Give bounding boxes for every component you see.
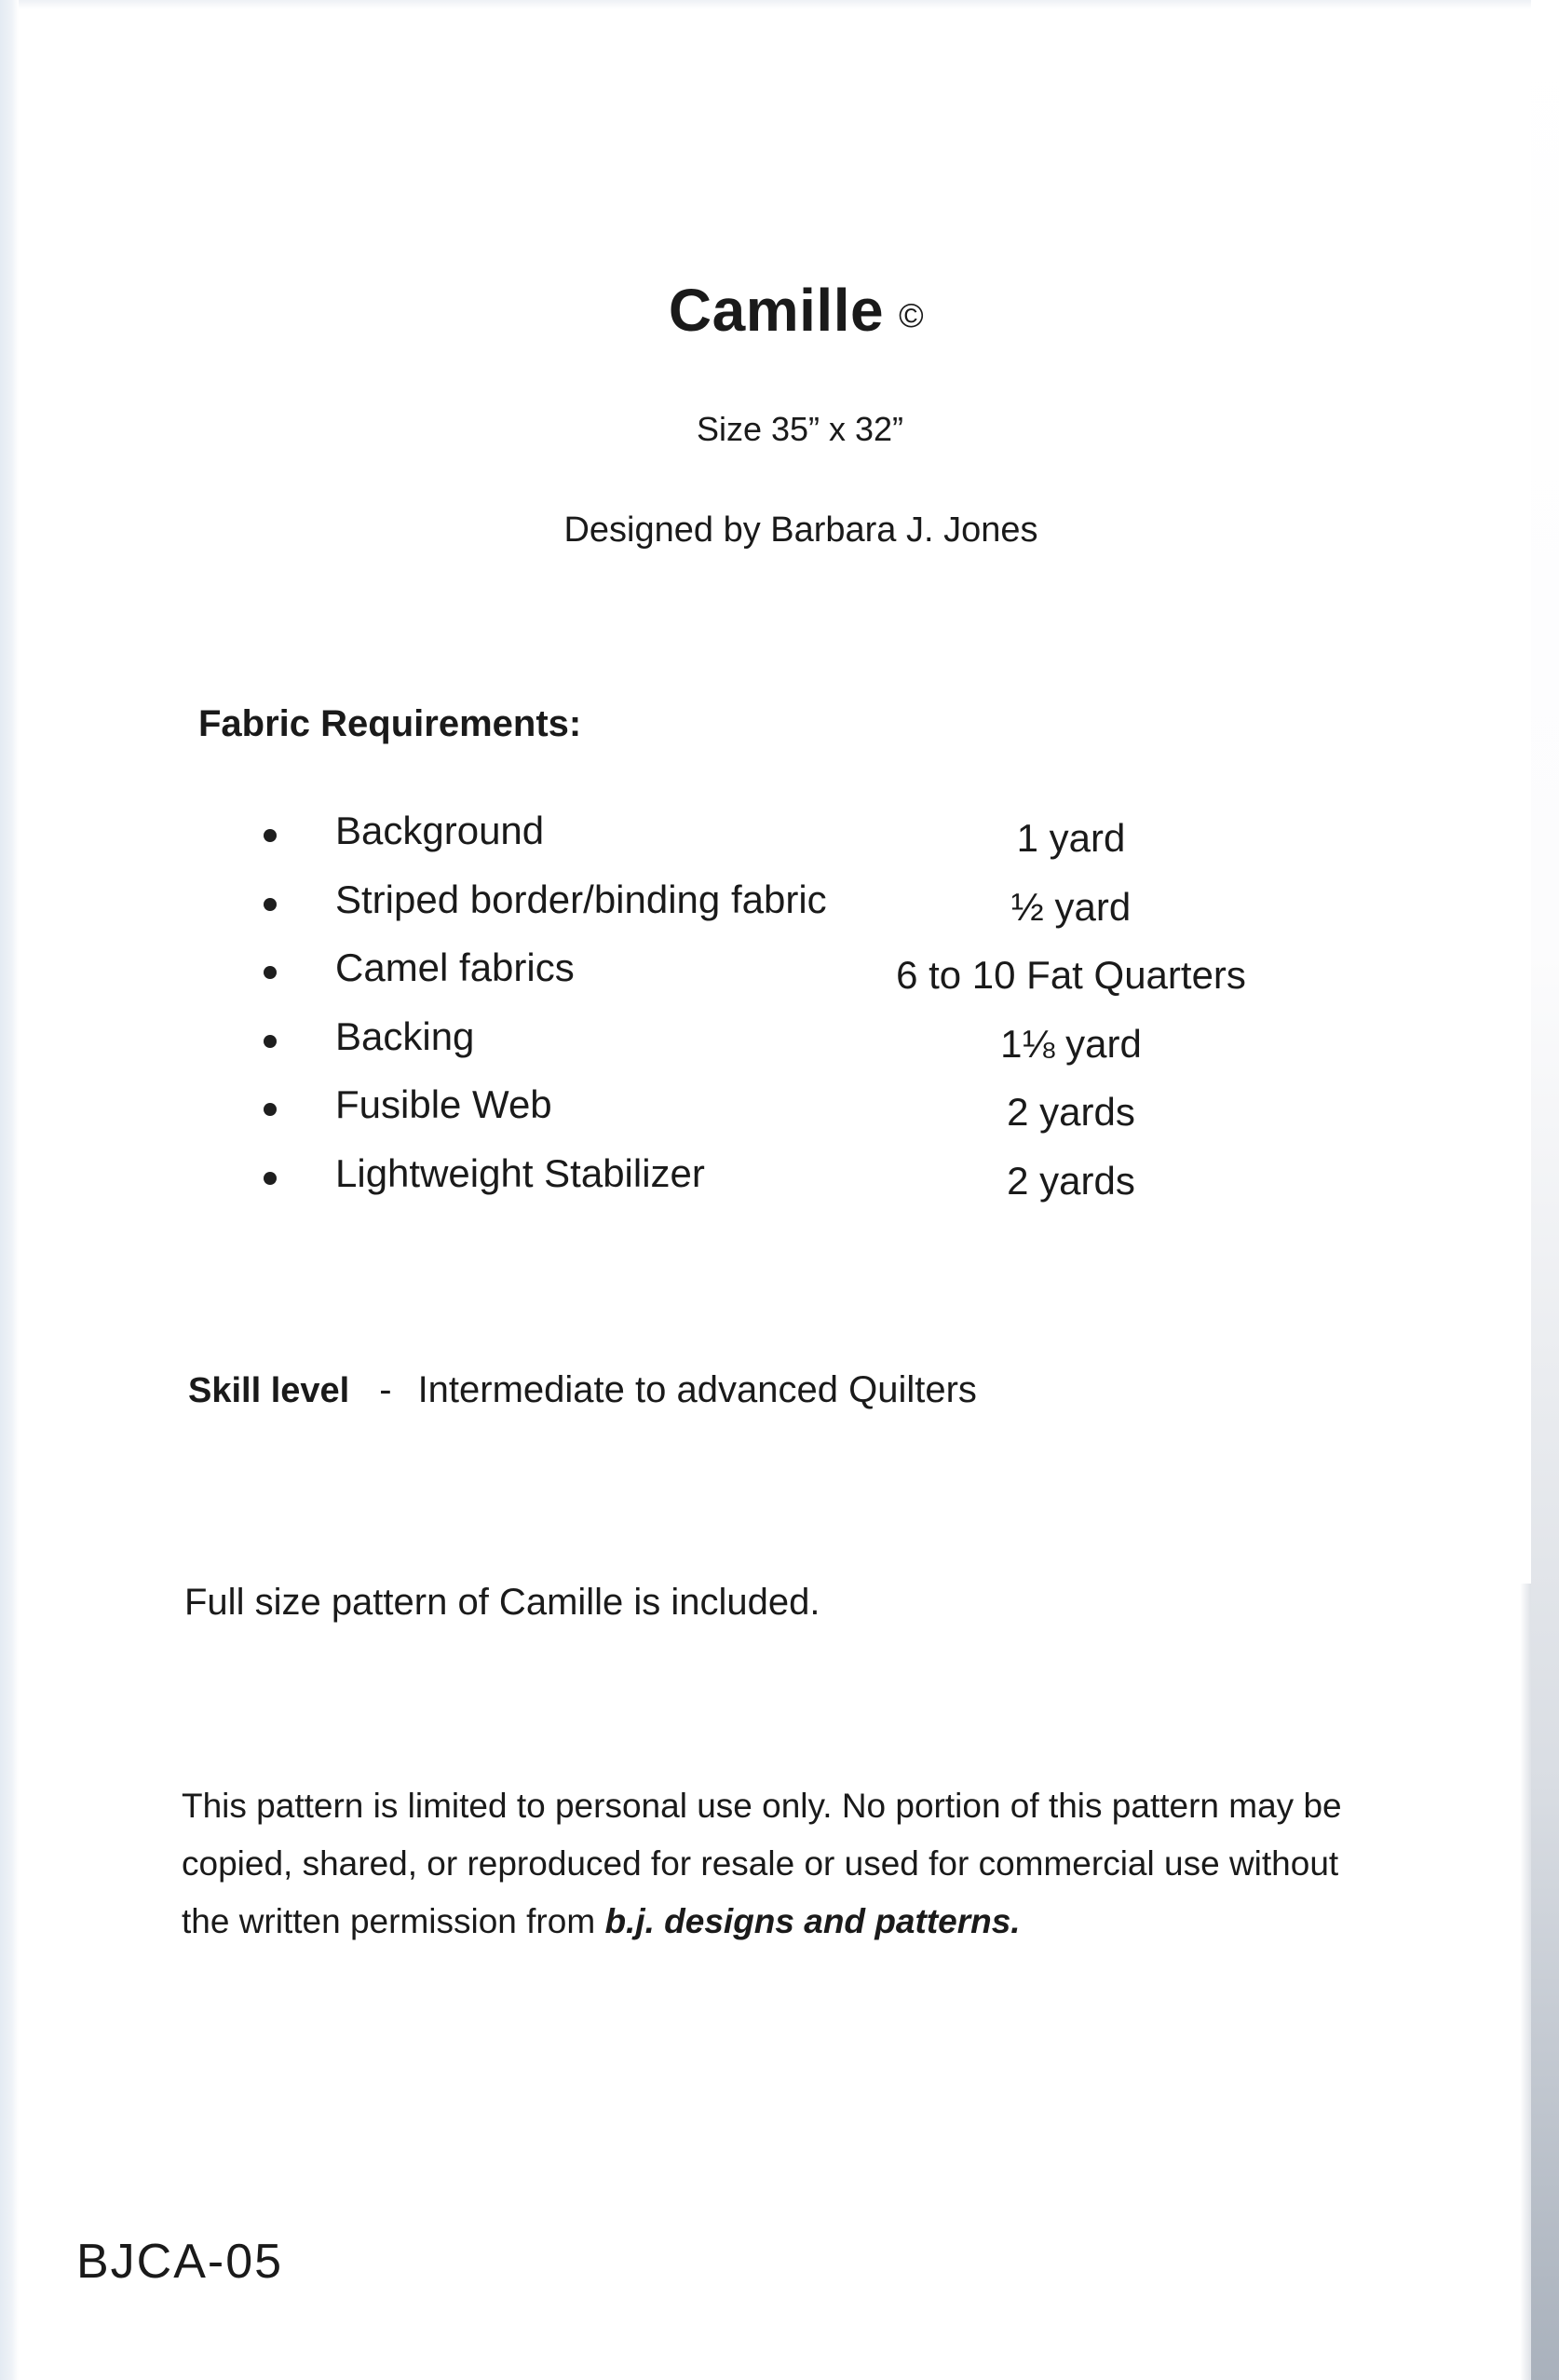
fabric-quantity: ½ yard xyxy=(1010,884,1132,929)
fabric-quantity: 1⅛ yard xyxy=(1000,1021,1142,1066)
bullet-icon xyxy=(264,1103,277,1116)
included-note: Full size pattern of Camille is included. xyxy=(184,1582,820,1623)
fabric-quantity: 2 yards xyxy=(1007,1090,1135,1134)
fabric-item-camel-fabrics xyxy=(251,945,1322,1014)
skill-level-separator: - xyxy=(379,1369,392,1410)
fabric-item-background xyxy=(251,809,1322,877)
fabric-name: Striped border/binding fabric xyxy=(335,877,827,921)
designer-credit: Designed by Barbara J. Jones xyxy=(563,510,1038,550)
bullet-icon xyxy=(264,966,277,979)
scan-edge-left xyxy=(0,0,19,2380)
fabric-name: Background xyxy=(335,809,545,852)
document-title xyxy=(0,276,1559,345)
fabric-item-striped-border xyxy=(251,877,1322,946)
bullet-icon xyxy=(264,898,277,911)
fabric-name: Lightweight Stabilizer xyxy=(335,1150,705,1195)
quilt-size: Size 35” x 32” xyxy=(696,410,904,448)
skill-level-label: Skill level xyxy=(188,1371,350,1410)
fabric-quantity: 2 yards xyxy=(1007,1158,1135,1203)
skill-level xyxy=(188,1369,977,1411)
bullet-icon xyxy=(264,829,277,842)
skill-level-value: Intermediate to advanced Quilters xyxy=(417,1369,977,1410)
fabric-item-stabilizer xyxy=(251,1151,1322,1220)
usage-notice xyxy=(182,1777,1392,1951)
company-name: b.j. designs and patterns. xyxy=(604,1902,1021,1940)
scan-edge-top xyxy=(0,0,1559,9)
fabric-name: Backing xyxy=(335,1013,475,1058)
copyright-icon: © xyxy=(899,296,925,334)
fabric-requirements-heading: Fabric Requirements: xyxy=(198,703,582,744)
fabric-name: Camel fabrics xyxy=(335,945,575,989)
scan-edge-right xyxy=(1531,0,1559,2380)
bullet-icon xyxy=(264,1172,277,1185)
fabric-quantity: 6 to 10 Fat Quarters xyxy=(896,953,1246,997)
pattern-code: BJCA-05 xyxy=(76,2235,284,2289)
bullet-icon xyxy=(264,1035,277,1048)
fabric-quantity: 1 yard xyxy=(1016,816,1126,860)
fabric-item-backing xyxy=(251,1014,1322,1083)
title-text: Camille xyxy=(668,277,885,344)
fabric-name: Fusible Web xyxy=(335,1082,552,1126)
fabric-item-fusible-web xyxy=(251,1082,1322,1151)
fabric-requirements-list xyxy=(251,809,1322,1219)
usage-notice-text: This pattern is limited to personal use only. No portion of this pattern may be copied, shared, or reproduced for resale or used for commercial use without the written permission from xyxy=(182,1787,1342,1940)
